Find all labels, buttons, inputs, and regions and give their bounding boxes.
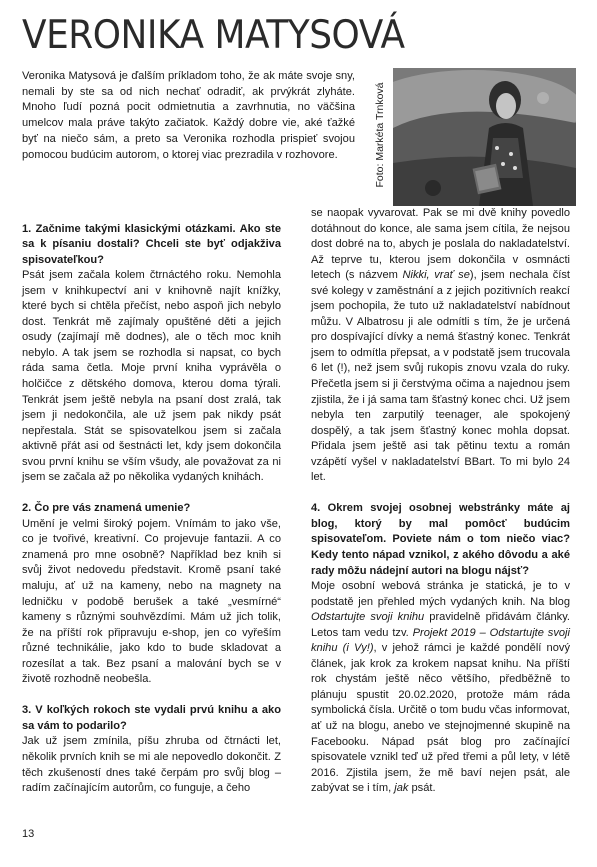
project-title: Projekt 2019 – Odstartujte svoji knihu (i Vy!) — [311, 626, 570, 655]
answer-3-continued: se naopak vyvarovat. Pak se mi dvě knihy povedlo dotáhnout do konce, ale sama jsem cítila, že nejsou dost dobré na to, abych je poslala do nakladatelství. Až teprve tu, kterou jsem dokončila v osmnácti letech (s názvem Nikki, vrať se), jsem nechala číst své kolegy v zaměstnání a z jejich pozitivních reakcí jsem pochopila, že tuto už nakladatelství nabídnout můžu. V Albatrosu ji ale odmítli s tím, že je určená pro dospívající dívky a nemá šťastný konec. Tenkrát jsem to odmítla přepsat, a v podstatě jsem trucovala 6 let (!), než jsem svůj rukopis znovu vzala do ruky. Přečetla jsem si ji čerstvýma očima a najednou jsem zjistila, že i já sama tam šťastný konec chci. Už jsem nebyla ten zarputilý teenager, ale spokojený dospělý, a tak jsem šťastný konec mohla dopsat. Přidala jsem ještě asi tak pětinu textu a román vzápětí vyšel v nakladatelství BBart. To mi bylo 24 let. — [311, 207, 570, 484]
question-2: 2. Čo pre vás znamená umenie? — [22, 502, 191, 515]
intro-paragraph: Veronika Matysová je ďalším príkladom toho, že ak máte svoje sny, nemali by ste sa od nich nechať odradiť, ak prvýkrát zlyháte. Mnoho ľudí pozná pocit odmietnutia a zavrhnutia, no väčšina umelcov mala práve takýto začiatok. Každý dobre vie, aké ťažké byť na niečo sám, a preto sa Veronika rozhodla prispieť svojou pomocou budúcim autorom, o ktorej viac prezradila v rozhovore. — [22, 70, 355, 161]
left-column — [22, 206, 281, 797]
author-photo — [393, 68, 576, 206]
page-number: 13 — [22, 828, 35, 840]
question-3: 3. V koľkých rokoch ste vydali prvú knihu a ako sa vám to podarilo? — [22, 704, 281, 732]
question-4: 4. Okrem svojej osobnej webstránky máte aj blog, ktorý by mal pomôcť budúcim spisovateľom. Poviete nám o tom niečo viac? Kedy tento nápad vznikol, z akého dôvodu a aké rady môžu nádejní autori na blogu nájsť? — [311, 502, 570, 577]
answer-1: Psát jsem začala kolem čtrnáctého roku. Nemohla jsem v knihkupectví ani v knihovně najít knížky, které bych si chtěla přečíst, nebo aspoň jich nebylo dost. Tenkrát mě zajímaly opuštěné děti a jejich osudy (zajímají mě dodnes), ale o těch moc knih nebylo. A tak jsem se rozhodla si napsat, co bych ráda sama četla. Moje první kniha vyprávěla o holčičce z dětského domova, kterou doma týrali. Tenkrát jsem ještě nebyla na psaní dost zralá, tak jsem ji nedokončila, ale už jsem pak nikdy psát nepřestala. Stát se spisovatelkou jsem si začala aktivně přát asi od šestnácti let, kdy jsem dokončila svou první knihu se vším všudy, ale považovat za ni jsem se začala až po několika vydaných knihách. — [22, 269, 281, 484]
question-1: 1. Začnime takými klasickými otázkami. Ako ste sa k písaniu dostali? Chceli ste byť odjakživa spisovateľkou? — [22, 222, 281, 266]
article-title: VERONIKA MATYSOVÁ — [22, 13, 405, 58]
answer-4: Moje osobní webová stránka je statická, je to v podstatě jen přehled mých vydaných knih. Na blog Odstartujte svoji knihu pravidelně přidávám články. Letos tam vedu tzv. Projekt 2019 – Odstartujte svoji knihu (i Vy!), v jehož rámci je každé pondělí nový článek, jak krok za krokem napsat knihu. Na příští rok chystám ještě něco většího, předběžně to plánuju spustit 20.02.2020, protože mám ráda symbolická čísla. Určitě o tom budu včas informovat, ať už na blogu, anebo ve stejnojmenné skupině na Facebooku. Nápad psát blog pro začínající spisovatele vznikl teď už před třemi a půl lety, v létě 2016. Zjistila jsem, že mě baví nejen psát, ale zabývat se i tím, jak psát. — [311, 580, 571, 795]
right-column — [311, 206, 570, 797]
book-title: Nikki, vrať se — [402, 269, 470, 282]
photo-credit: Foto: Markéta Trnková — [374, 82, 386, 188]
answer-3-start: Jak už jsem zmínila, píšu zhruba od čtrnácti let, několik prvních knih se mi ale nepovedlo dokončit. Z těch zkušeností dnes také čerpám pro svůj blog – radím začínajícím autorům, co funguje, a čeho — [22, 735, 281, 795]
blog-title: Odstartujte svoji knihu — [311, 611, 425, 624]
answer-2: Umění je velmi široký pojem. Vnímám to jako vše, co je tvořivé, kreativní. Co projevuje fantazii. A co znamená pro mne osobně? Například bez knih si svůj život nedovedu představit. Kromě psaní také maluju, ať už na kameny, nebo na magnety na ledničku v podobě berušek a také „vesmírné“ kameny s různými souhvězdími. Mám už jich tolik, že na příští rok připravuju e-shop, jen co vyřeším různé technikálie, jako kdo to bude skladovat a rozesílat a tak. Bez psaní a malování bych se v životě rozhodně neobešla. — [22, 517, 281, 686]
emphasis-word: jak — [394, 782, 409, 795]
